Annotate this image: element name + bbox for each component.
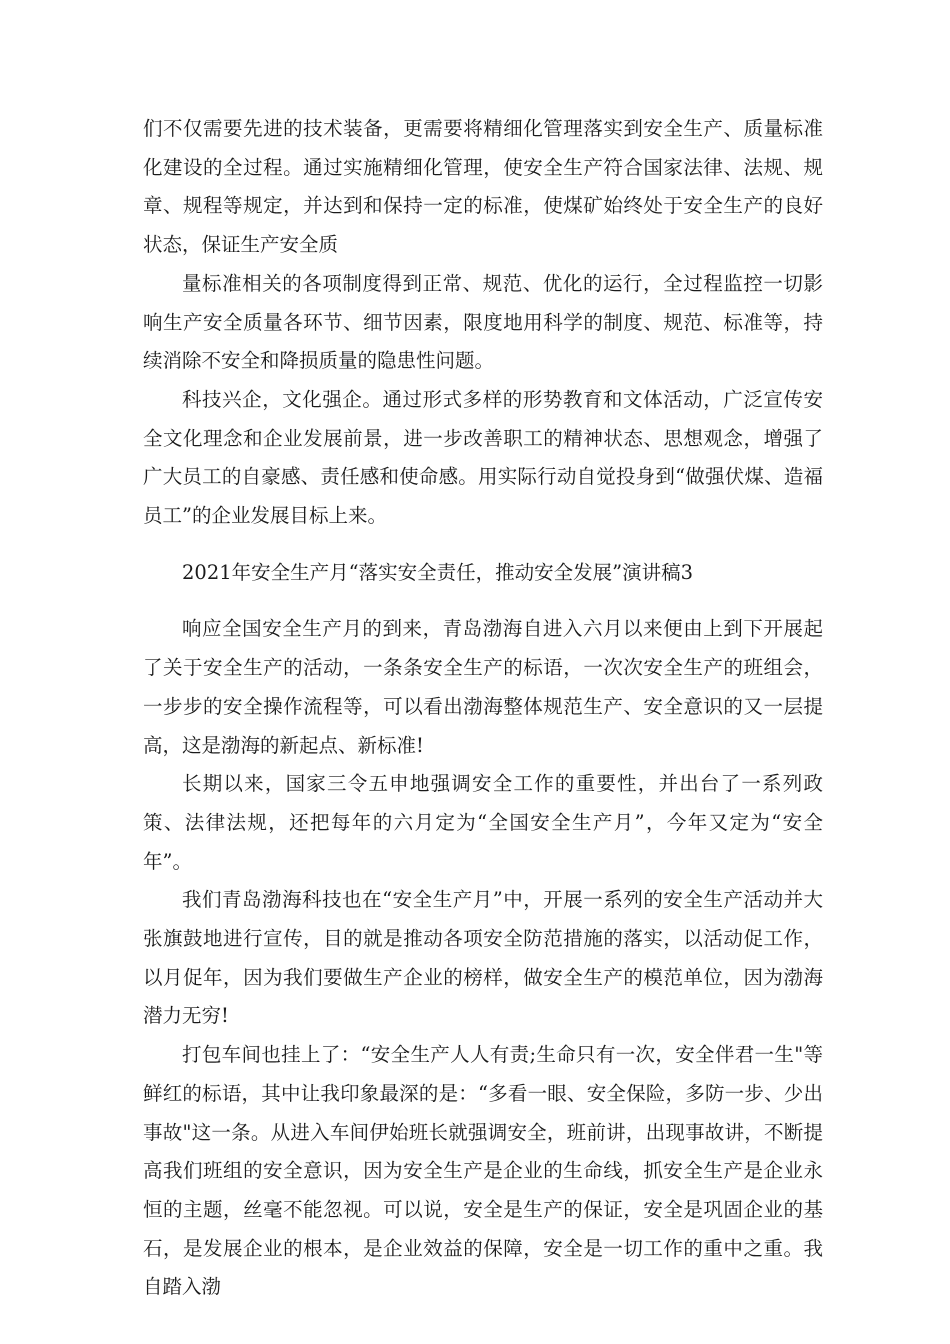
paragraph: 打包车间也挂上了：“安全生产人人有责;生命只有一次，安全伴君一生"等鲜红的标语，其中让我印象最深的是：“多看一眼、安全保险，多防一步、少出事故"这一条。从进入车间伊始班长就强调安全，班前讲，出现事故讲，不断提高我们班组的安全意识，因为安全生产是企业的生命线，抓安全生产是企业永恒的主题，丝毫不能忽视。可以说，安全是生产的保证，安全是巩固企业的基石，是发展企业的根本，是企业效益的保障，安全是一切工作的重中之重。我自踏入渤 [143, 1043, 823, 1299]
paragraph: 我们青岛渤海科技也在“安全生产月”中，开展一系列的安全生产活动并大张旗鼓地进行宣传，目的就是推动各项安全防范措施的落实，以活动促工作，以月促年，因为我们要做生产企业的榜样，做安全生产的模范单位，因为渤海潜力无穷! [143, 888, 823, 1028]
paragraph: 响应全国安全生产月的到来，青岛渤海自进入六月以来便由上到下开展起了关于安全生产的活动，一条条安全生产的标语，一次次安全生产的班组会，一步步的安全操作流程等，可以看出渤海整体规范生产、安全意识的又一层提高，这是渤海的新起点、新标准! [143, 617, 823, 757]
paragraph: 量标准相关的各项制度得到正常、规范、优化的运行，全过程监控一切影响生产安全质量各环节、细节因素，限度地用科学的制度、规范、标准等，持续消除不安全和降损质量的隐患性问题。 [143, 271, 823, 373]
document-body [143, 110, 823, 1307]
paragraph: 科技兴企，文化强企。通过形式多样的形势教育和文体活动，广泛宣传安全文化理念和企业发展前景，进一步改善职工的精神状态、思想观念，增强了广大员工的自豪感、责任感和使命感。用实际行动自觉投身到“做强伏煤、造福员工”的企业发展目标上来。 [143, 387, 823, 528]
section-title: 2021年安全生产月“落实安全责任，推动安全发展”演讲稿3 [182, 560, 693, 584]
paragraph-continued: 们不仅需要先进的技术装备，更需要将精细化管理落实到安全生产、质量标准化建设的全过程。通过实施精细化管理，使安全生产符合国家法律、法规、规章、规程等规定，并达到和保持一定的标准，使煤矿始终处于安全生产的良好状态，保证生产安全质 [143, 117, 823, 257]
paragraph: 长期以来，国家三令五申地强调安全工作的重要性，并出台了一系列政策、法律法规，还把每年的六月定为“全国安全生产月”，今年又定为“安全年”。 [143, 772, 823, 873]
